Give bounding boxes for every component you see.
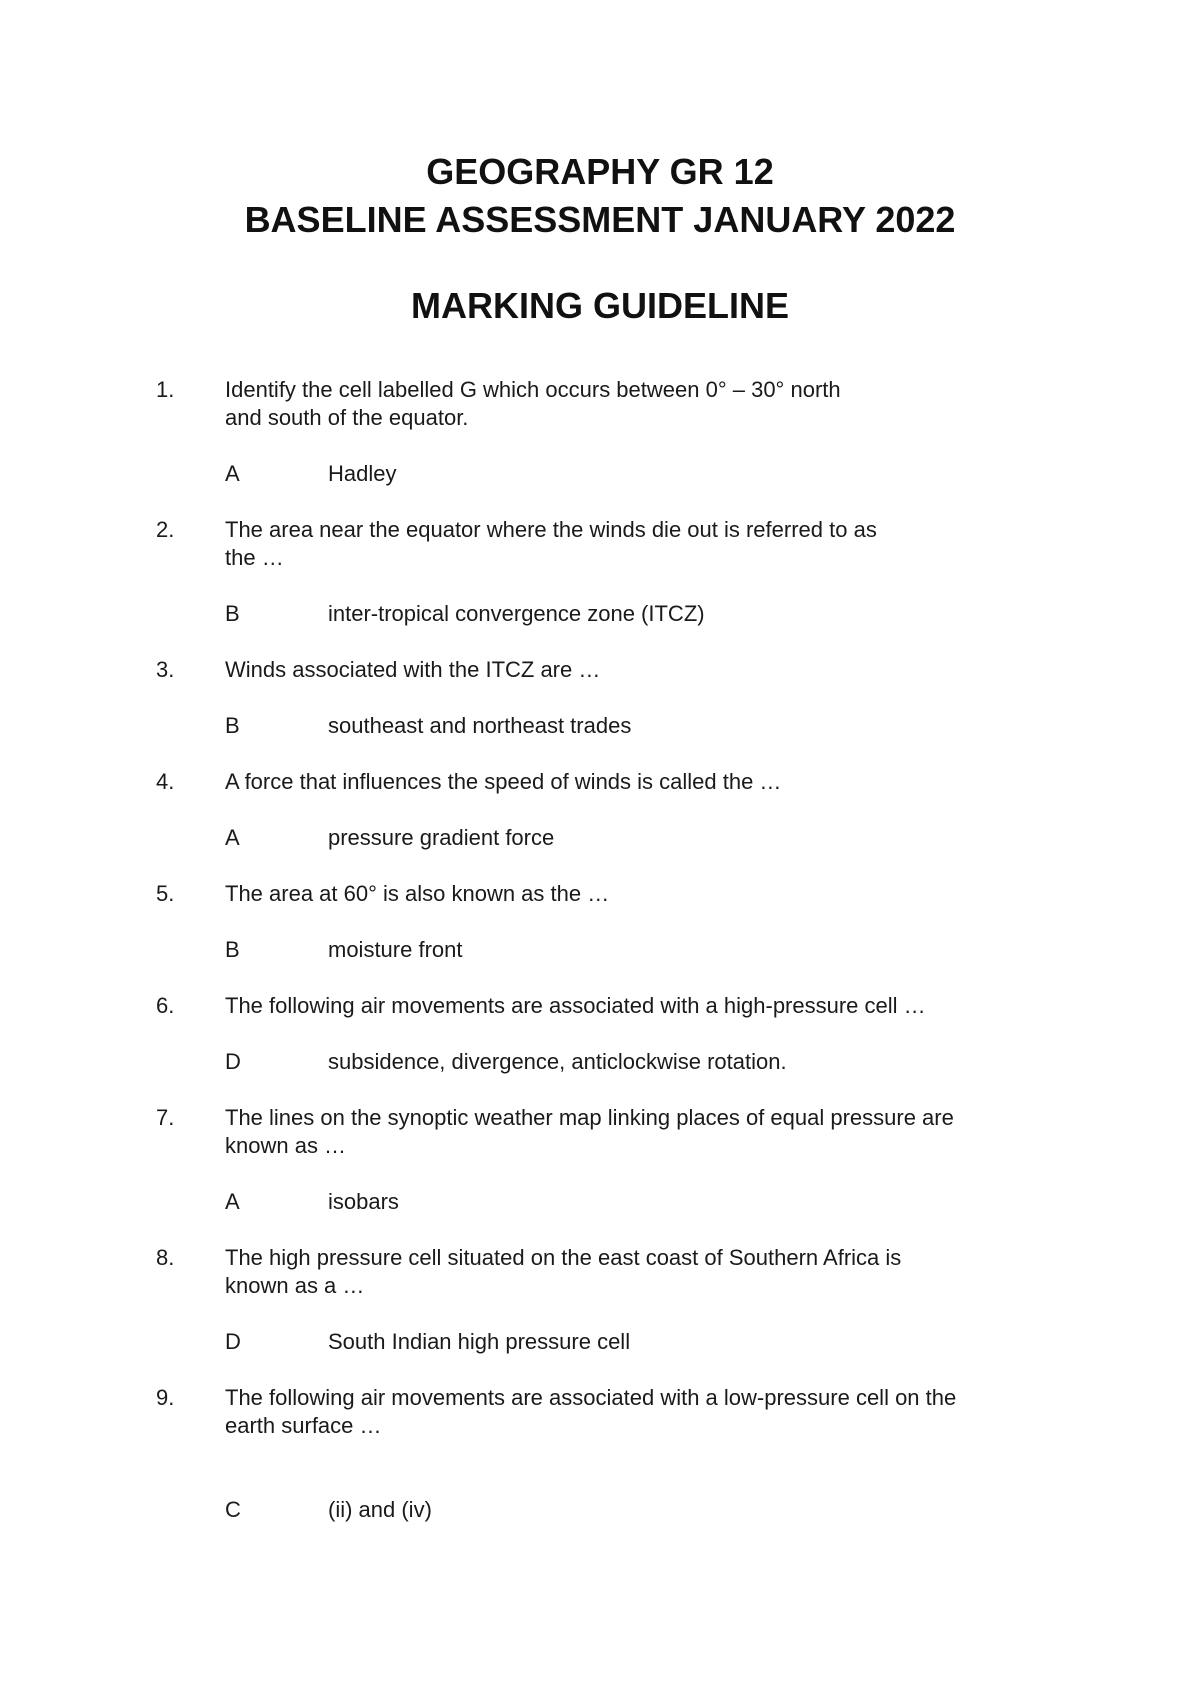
answer-text: pressure gradient force xyxy=(328,825,555,850)
question-list xyxy=(0,376,1200,1524)
question-text: The area at 60° is also known as the … xyxy=(225,881,610,906)
question-item xyxy=(0,992,1200,1076)
answer-row xyxy=(0,824,1200,852)
question-item xyxy=(0,1384,1200,1524)
answer-letter: A xyxy=(225,1189,240,1214)
answer-letter: B xyxy=(225,713,240,738)
question-number: 7. xyxy=(156,1105,175,1130)
question-text: A force that influences the speed of winds is called the … xyxy=(225,769,782,794)
question-text: The following air movements are associated with a low-pressure cell on the earth surface … xyxy=(225,1385,957,1438)
question-item xyxy=(0,1244,1200,1356)
answer-text: Hadley xyxy=(328,461,397,486)
question-text: The following air movements are associated with a high-pressure cell … xyxy=(225,993,926,1018)
answer-row xyxy=(0,712,1200,740)
answer-text: South Indian high pressure cell xyxy=(328,1329,631,1354)
question-text: The area near the equator where the winds die out is referred to as the … xyxy=(225,517,877,570)
subject-title: GEOGRAPHY GR 12 xyxy=(426,151,774,192)
answer-letter: C xyxy=(225,1497,241,1522)
answer-text: inter-tropical convergence zone (ITCZ) xyxy=(328,601,705,626)
question-number: 9. xyxy=(156,1385,175,1410)
answer-text: southeast and northeast trades xyxy=(328,713,632,738)
answer-row xyxy=(0,936,1200,964)
answer-row xyxy=(0,460,1200,488)
answer-row xyxy=(0,1328,1200,1356)
question-item xyxy=(0,376,1200,488)
question-item xyxy=(0,656,1200,740)
answer-row xyxy=(0,1048,1200,1076)
answer-text: moisture front xyxy=(328,937,463,962)
answer-text: (ii) and (iv) xyxy=(328,1497,432,1522)
question-number: 3. xyxy=(156,657,175,682)
question-text: The high pressure cell situated on the east coast of Southern Africa is known as a … xyxy=(225,1245,902,1298)
question-text: The lines on the synoptic weather map linking places of equal pressure are known as … xyxy=(225,1105,954,1158)
answer-text: subsidence, divergence, anticlockwise rotation. xyxy=(328,1049,787,1074)
question-number: 4. xyxy=(156,769,175,794)
answer-text: isobars xyxy=(328,1189,399,1214)
answer-row xyxy=(0,1188,1200,1216)
question-text: Identify the cell labelled G which occurs between 0° – 30° north and south of the equator. xyxy=(225,377,841,430)
answer-letter: A xyxy=(225,461,240,486)
question-item xyxy=(0,516,1200,628)
answer-letter: B xyxy=(225,601,240,626)
question-item xyxy=(0,1104,1200,1216)
marking-guideline-title: MARKING GUIDELINE xyxy=(411,285,789,326)
answer-letter: A xyxy=(225,825,240,850)
question-item xyxy=(0,880,1200,964)
question-number: 2. xyxy=(156,517,175,542)
document-header xyxy=(0,148,1200,330)
question-number: 5. xyxy=(156,881,175,906)
question-number: 6. xyxy=(156,993,175,1018)
answer-letter: D xyxy=(225,1049,241,1074)
answer-row xyxy=(0,1496,1200,1524)
answer-row xyxy=(0,600,1200,628)
question-text: Winds associated with the ITCZ are … xyxy=(225,657,601,682)
answer-letter: B xyxy=(225,937,240,962)
answer-letter: D xyxy=(225,1329,241,1354)
question-number: 8. xyxy=(156,1245,175,1270)
question-item xyxy=(0,768,1200,852)
assessment-title: BASELINE ASSESSMENT JANUARY 2022 xyxy=(244,199,956,240)
question-number: 1. xyxy=(156,377,175,402)
